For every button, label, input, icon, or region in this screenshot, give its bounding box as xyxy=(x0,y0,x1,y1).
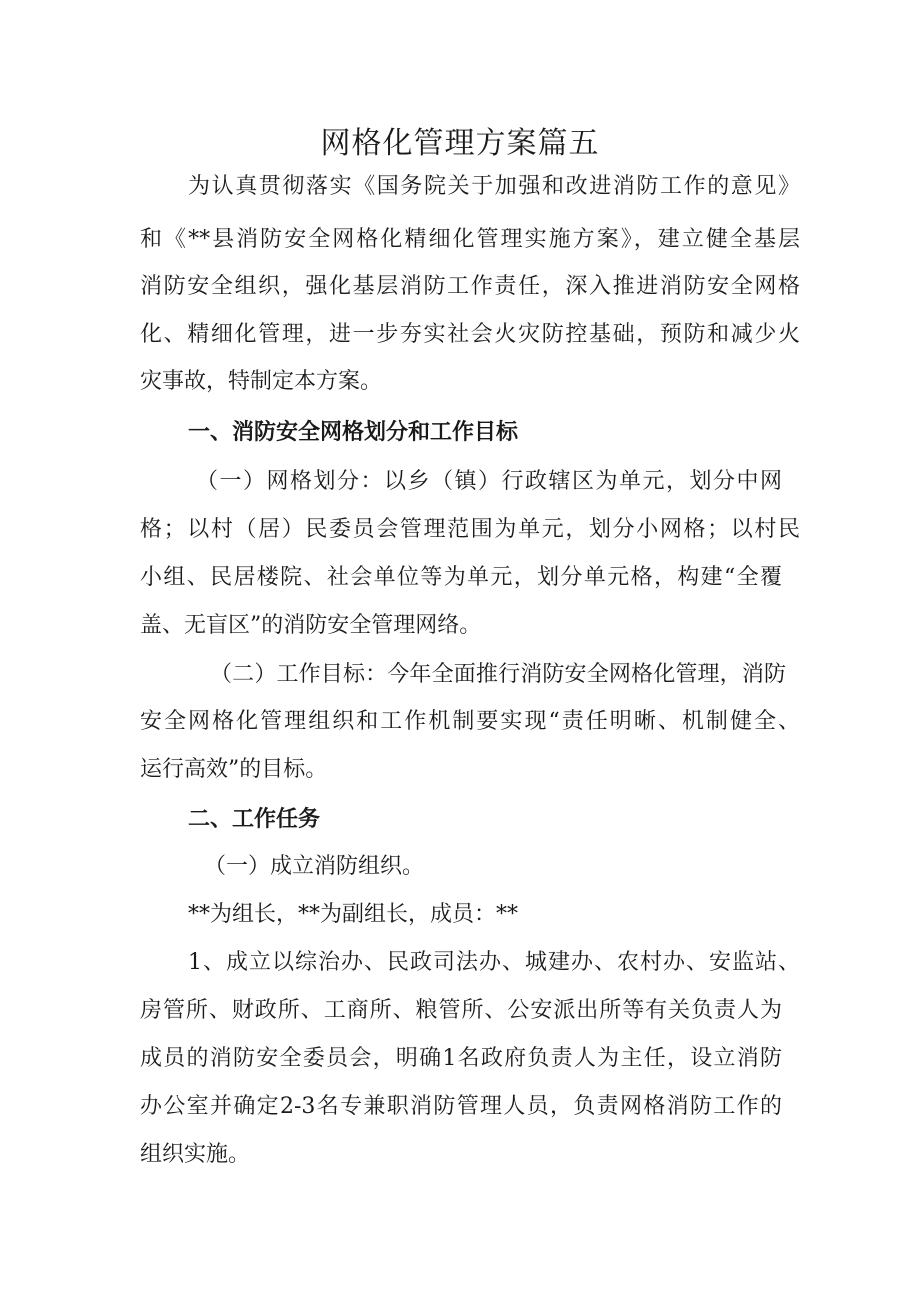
leader-line: **为组长，**为副组长，成员：** xyxy=(188,902,519,927)
committee-line-1: 1、成立以综治办、民政司法办、城建办、农村办、安监站、 xyxy=(188,950,800,975)
committee-line-2: 房管所、财政所、工商所、粮管所、公安派出所等有关负责人为 xyxy=(140,998,782,1023)
work-goal-line-1: （二）工作目标：今年全面推行消防安全网格化管理，消防 xyxy=(210,662,786,687)
work-goal-line-2: 安全网格化管理组织和工作机制要实现“责任明晰、机制健全、 xyxy=(140,709,800,734)
section-heading-2: 二、工作任务 xyxy=(188,807,321,832)
work-goal-line-3: 运行高效”的目标。 xyxy=(140,757,328,782)
committee-line-5: 组织实施。 xyxy=(140,1142,251,1167)
subsection-heading-1: （一）成立消防组织。 xyxy=(204,854,425,879)
committee-line-4: 办公室并确定2-3名专兼职消防管理人员，负责网格消防工作的 xyxy=(140,1094,782,1119)
section-heading-1: 一、消防安全网格划分和工作目标 xyxy=(188,420,519,445)
grid-division-line-1: （一）网格划分：以乡（镇）行政辖区为单元，划分中网 xyxy=(196,469,782,494)
intro-line-1: 为认真贯彻落实《国务院关于加强和改进消防工作的意见》 xyxy=(188,174,800,199)
committee-line-3: 成员的消防安全委员会，明确1名政府负责人为主任，设立消防 xyxy=(140,1046,782,1071)
grid-division-line-4: 盖、无盲区”的消防安全管理网络。 xyxy=(140,613,482,638)
page-title: 网格化管理方案篇五 xyxy=(320,126,600,161)
grid-division-line-3: 小组、民居楼院、社会单位等为单元，划分单元格，构建“全覆 xyxy=(140,565,782,590)
intro-line-2: 和《**县消防安全网格化精细化管理实施方案》，建立健全基层 xyxy=(140,227,800,252)
intro-line-5: 灾事故，特制定本方案。 xyxy=(140,369,383,394)
grid-division-line-2: 格；以村（居）民委员会管理范围为单元，划分小网格；以村民 xyxy=(140,517,800,542)
intro-line-4: 化、精细化管理，进一步夯实社会火灾防控基础，预防和减少火 xyxy=(140,322,800,347)
intro-line-3: 消防安全组织，强化基层消防工作责任，深入推进消防安全网格 xyxy=(140,274,800,299)
